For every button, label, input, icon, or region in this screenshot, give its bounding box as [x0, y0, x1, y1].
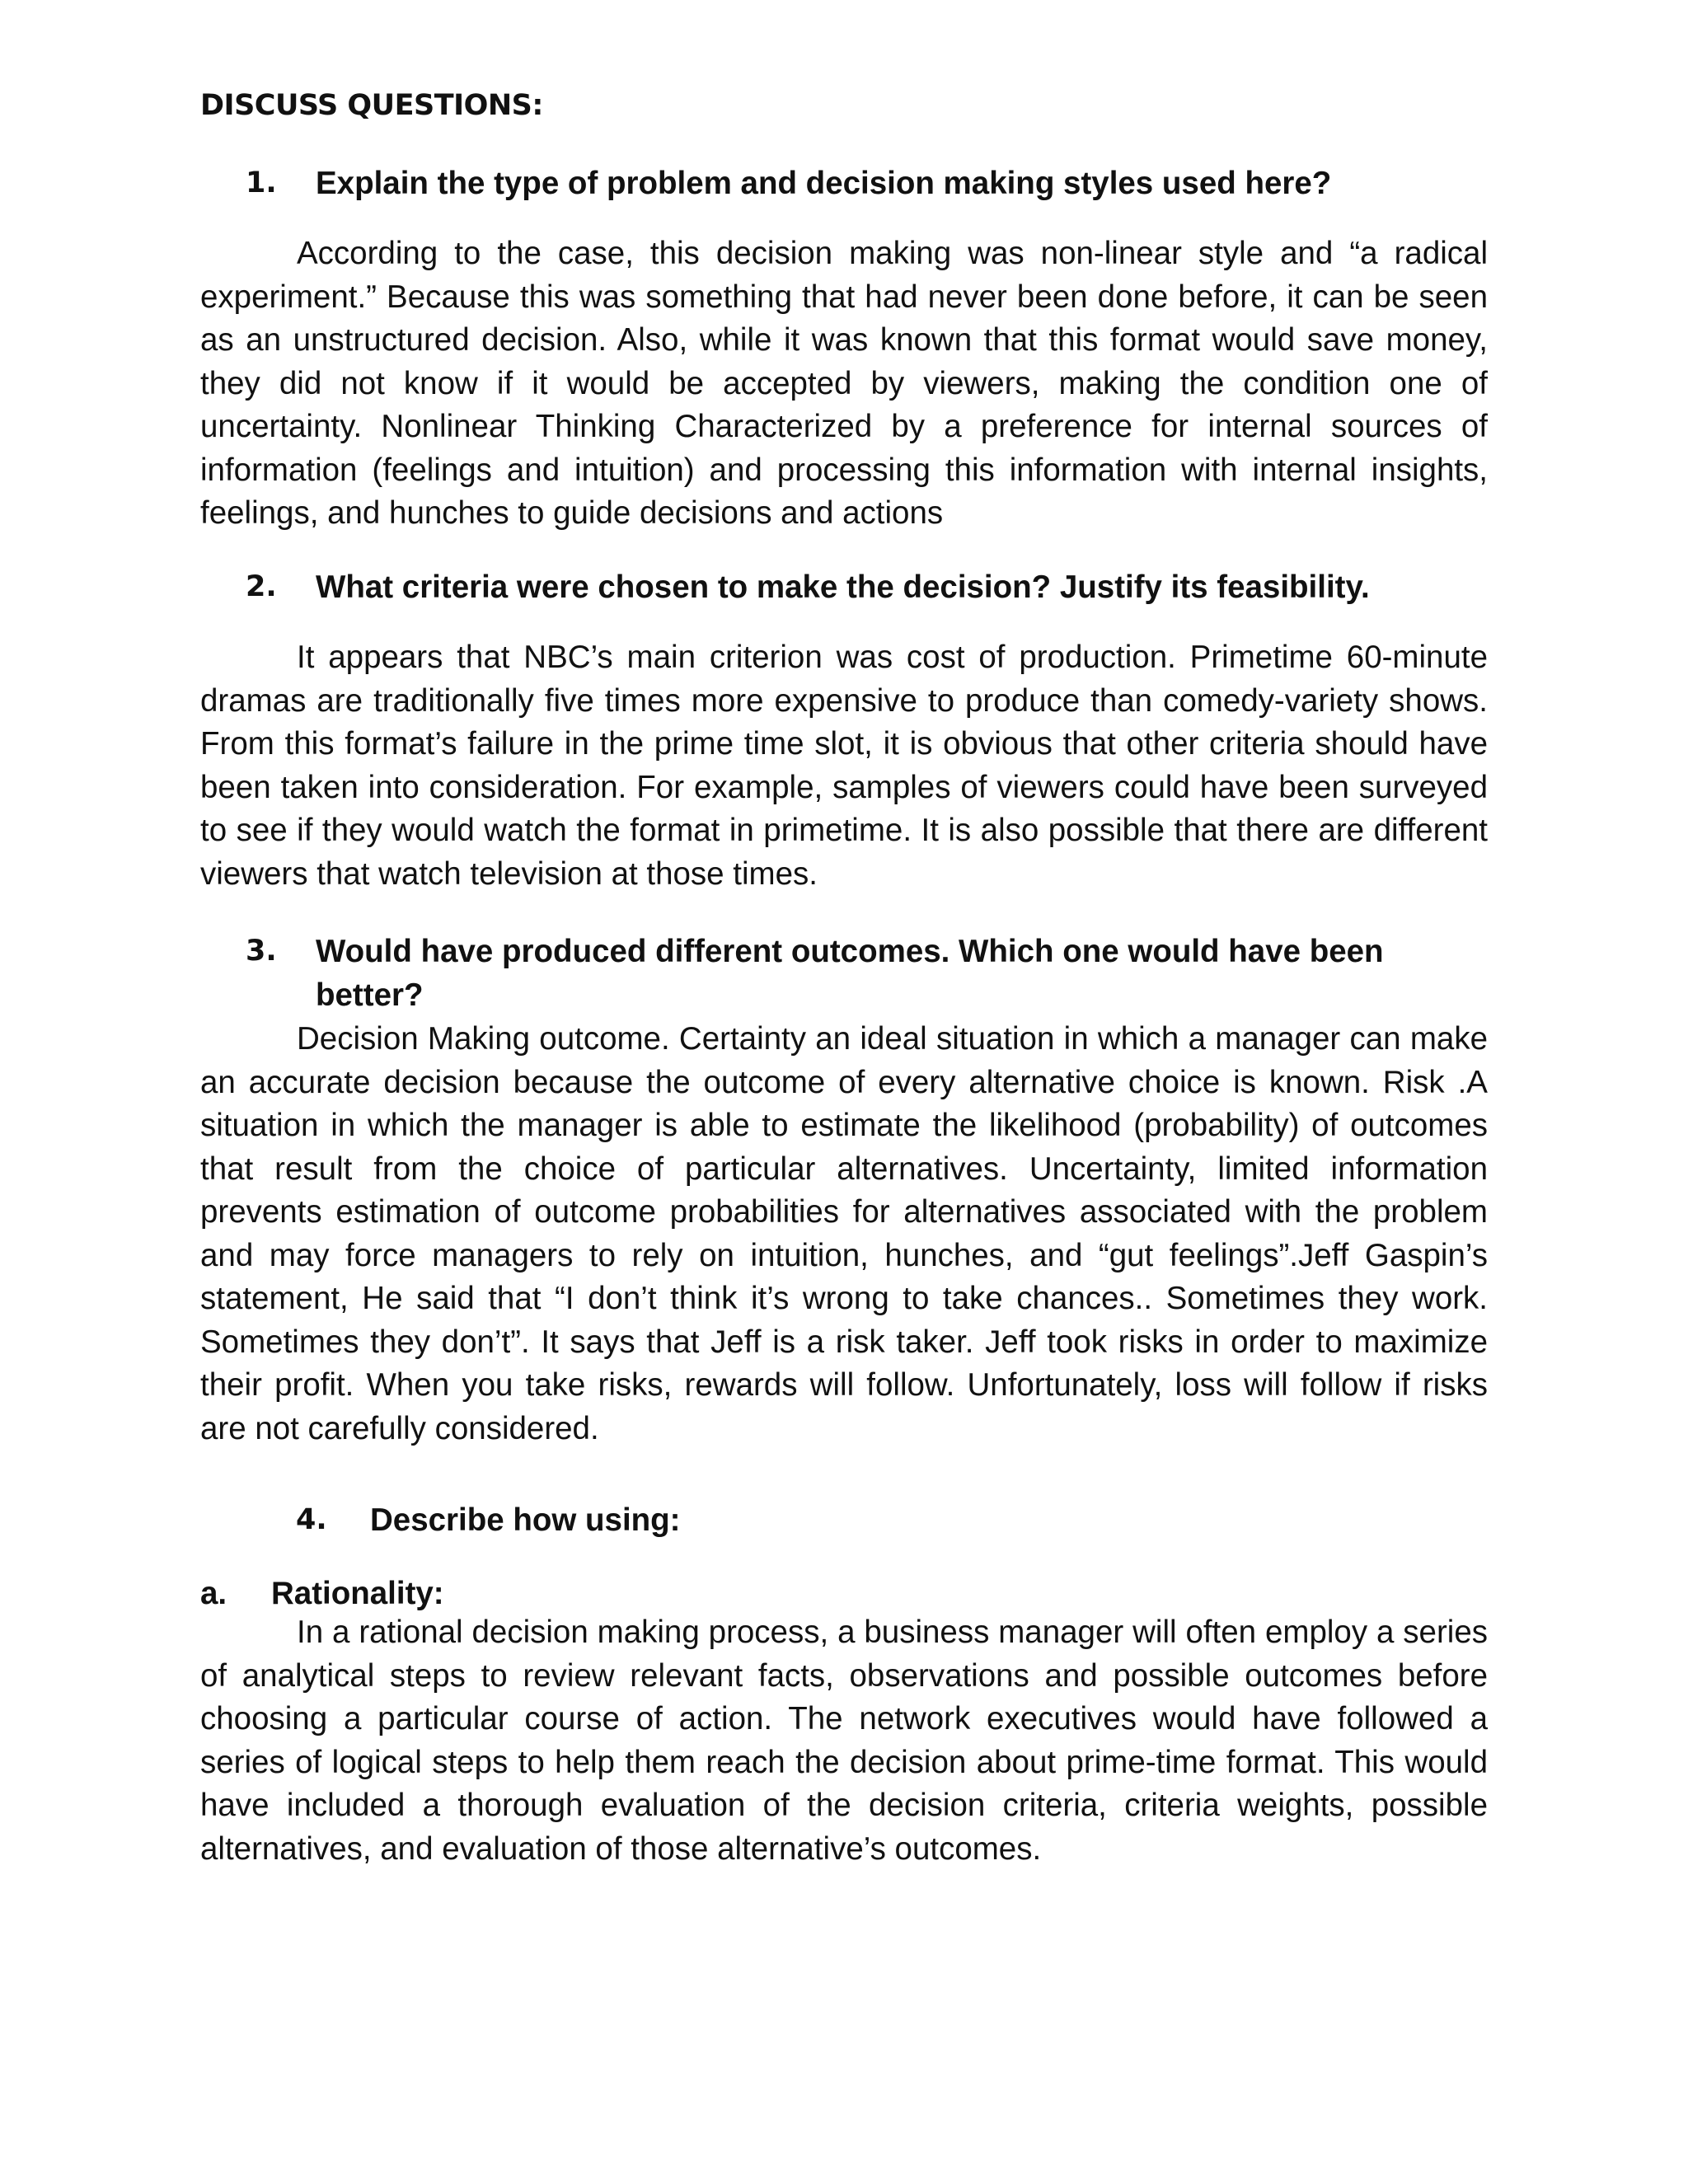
answer-3: Decision Making outcome. Certainty an ideal situation in which a manager can make an accurate decision because the outcome of every alternative choice is known. Risk .A situation in which the manager is able to estimate the likelihood (probability) of outcomes that result from the choice of particular alternatives. Uncertainty, limited information prevents estimation of outcome probabilities for alternatives associated with the problem and may force managers to rely on intuition, hunches, and “gut feelings”.Jeff Gaspin’s statement, He said that “I don’t think it’s wrong to take chances.. Sometimes they work. Sometimes they don’t”. It says that Jeff is a risk taker. Jeff took risks in order to maximize their profit. When you take risks, rewards will follow. Unfortunately, loss will follow if risks are not carefully considered. — [200, 1021, 1488, 1446]
question-1 — [200, 162, 1488, 205]
question-title: Explain the type of problem and decision making styles used here? — [316, 166, 1332, 201]
question-4 — [200, 1498, 1488, 1542]
subsection-letter: a. — [200, 1576, 227, 1611]
answer-4a: In a rational decision making process, a business manager will often employ a series of analytical steps to review relevant facts, observations and possible outcomes before choosing a particular course of action. The network executives would have followed a series of logical steps to help them reach the decision about prime-time format. This would have included a thorough evaluation of the decision criteria, criteria weights, possible alternatives, and evaluation of those alternative’s outcomes. — [200, 1615, 1488, 1867]
question-number: 2. — [246, 570, 277, 603]
question-2 — [200, 565, 1488, 609]
question-title: Would have produced different outcomes. Which one would have been better? — [316, 934, 1384, 1013]
subsection-title: Rationality: — [271, 1576, 444, 1611]
question-3 — [200, 930, 1488, 1017]
answer-1: According to the case, this decision making was non-linear style and “a radical experiment.” Because this was something that had never been done before, it can be seen as an unstructured decision. Also, while it was known that this format would save money, they did not know if it would be accepted by viewers, making the condition one of uncertainty. Nonlinear Thinking Characterized by a preference for internal sources of information (feelings and intuition) and processing this information with internal insights, feelings, and hunches to guide decisions and actions — [200, 236, 1488, 531]
question-number: 1. — [246, 166, 277, 199]
answer-2: It appears that NBC’s main criterion was cost of production. Primetime 60-minute dramas are traditionally five times more expensive to produce than comedy-variety shows. From this format’s failure in the prime time slot, it is obvious that other criteria should have been taken into consideration. For example, samples of viewers could have been surveyed to see if they would watch the format in primetime. It is also possible that there are different viewers that watch television at those times. — [200, 640, 1488, 892]
question-number: 3. — [246, 935, 277, 968]
question-title: What criteria were chosen to make the decision? Justify its feasibility. — [316, 569, 1370, 605]
question-title: Describe how using: — [370, 1502, 681, 1538]
page-heading: DISCUSS QUESTIONS: — [200, 89, 543, 122]
question-number: 4. — [296, 1503, 327, 1536]
